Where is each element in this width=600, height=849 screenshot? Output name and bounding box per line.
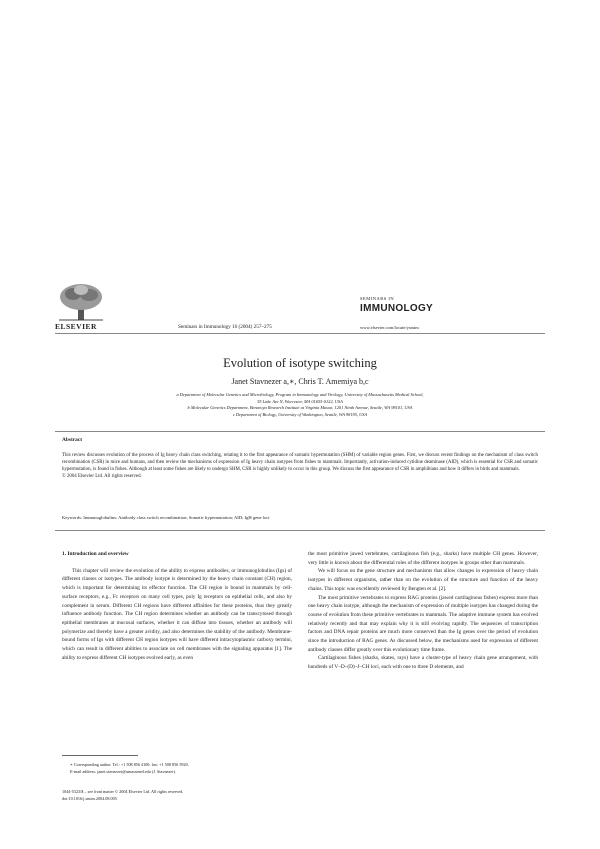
abstract-body: This review discusses evolution of the process of Ig heavy chain class switching, relating it to the first appearance of somatic hypermutation (SHM) of variable region genes. First, we discuss recent findings on the mechanism of class switch recombination (CSR) in mice and humans, and then review the mechanisms of expression of Ig heavy chain isotypes from fishes to mammals. Importantly, activation-induced cytidine deaminase (AID), which is essential for CSR and somatic hypermutation, is found in fishes. Although at least some fishes are likely to undergo SHM, CSR is highly unlikely to occur in this group. We discuss the first appearance of CSR in amphibians and how it differs in birds and mammals. <box>62 453 538 473</box>
journal-brand-title: IMMUNOLOGY <box>360 303 433 314</box>
affiliation-line: 55 Lake Ave N, Worcester, MA 01655-0122, USA <box>257 398 343 404</box>
journal-citation: Seminars in Immunology 16 (2004) 257–275 <box>178 324 272 330</box>
header-rule <box>55 333 545 334</box>
abstract-bottom-rule <box>55 530 545 531</box>
publisher-name: ELSEVIER <box>55 322 97 331</box>
article-title: Evolution of isotype switching <box>223 356 377 370</box>
keywords: Keywords: Immunoglobulins; Antibody class switch recombination; Somatic hypermutation; AID; IgH gene loci <box>62 515 270 520</box>
body-paragraph: The most primitive vertebrates to express RAG proteins (jawed cartilaginous fishes) express more than one heavy chain isotype, although the mechanism of expression of multiple isotypes has changed during the course of evolution from these primitive vertebrates to mammals. The adaptive immune system has evolved relatively recently and that may explain why it is still evolving rapidly. The sequences of transcription factors and DNA repair proteins are much more conserved than the Ig genes over the period of evolution since the introduction of RAG genes. As discussed below, the mechanisms used for expression of different antibody classes differ greatly over this evolutionary time frame. <box>308 594 538 653</box>
body-paragraph: the most primitive jawed vertebrates, cartilaginous fish (e.g., sharks) have multiple CH genes. However, very little is known about the differential roles of the different isotypes in groups other than mammals. <box>308 551 538 566</box>
author-affiliations <box>0 392 600 418</box>
front-matter <box>62 789 302 802</box>
body-paragraph: Cartilaginous fishes (sharks, skates, rays) have a cluster-type of heavy chain gene arrangement, with hundreds of V–D–(D)–J–CH loci, each with one to three D elements, and <box>308 655 538 671</box>
affiliation-line: a Department of Molecular Genetics and Microbiology, Program in Immunology and Virology, University of Massachusetts Medical School, <box>176 392 424 397</box>
journal-brand-top: SEMINARS IN <box>360 296 395 301</box>
email-note[interactable]: E-mail address: janet.stavnezer@umassmed.edu (J. Stavnezer). <box>70 768 176 774</box>
section-heading: 1. Introduction and overview <box>62 551 129 557</box>
abstract-copyright: © 2004 Elsevier Ltd. All rights reserved. <box>62 474 142 480</box>
journal-url[interactable]: www.elsevier.com/locate/ysmim <box>360 325 419 330</box>
right-column <box>308 550 538 672</box>
footnote-rule <box>62 755 138 756</box>
abstract-top-rule <box>55 431 545 432</box>
doi-line[interactable]: doi:10.1016/j.smim.2004.08.005 <box>62 795 117 801</box>
corresponding-author-note: ∗ Corresponding author. Tel.: +1 508 856 4100; fax: +1 508 856 5920. <box>70 762 189 767</box>
left-column <box>62 550 292 662</box>
affiliation-line: c Department of Biology, University of Washington, Seattle, WA 98195, USA <box>232 411 368 417</box>
abstract-text <box>62 452 538 480</box>
elsevier-tree-logo <box>56 282 106 322</box>
affiliation-line: b Molecular Genetics Department, Benaroya Research Institute at Virginia Mason, 1201 Ninth Avenue, Seattle, WA 98101, USA <box>187 405 413 411</box>
issn-line: 1044-5323/$ – see front matter © 2004 Elsevier Ltd. All rights reserved. <box>62 789 184 794</box>
body-paragraph: This chapter will review the evolution of the ability to express antibodies, or immunoglobulins (Igs) of different classes or isotypes. The antibody isotype is determined by the heavy chain constant (CH) region, which is important for determining its effector function. The CH region is bound in mammals by cell-surface receptors, e.g., Fc receptors on many cell types, poly Ig receptors on epithelial cells, and also by complement in serum. Different CH regions have different affinities for these proteins, thus they greatly influence antibody function. The CH region determines whether an antibody can be transcytosed through epithelial membranes at mucosal surfaces, whether it can diffuse into tissues, whether an antibody will polymerize and thereby have a greater avidity, and also determines the stability of the antibody. Membrane-bound forms of Igs with different CH region isotypes will have different intracytoplasmic carboxy termini, which can result in different abilities to associate on cell membranes with the signaling apparatus [1]. The ability to express different CH isotypes evolved early, as even <box>62 567 292 661</box>
article-authors: Janet Stavnezer a,∗, Chris T. Amemiya b,c <box>231 377 369 386</box>
body-paragraph: We will focus on the gene structure and mechanisms that allow changes in expression of heavy chain isotypes in different organisms, rather than on the evolution of the structure and function of the heavy chains. This topic was excellently reviewed by Bengten et al. [2]. <box>308 568 538 592</box>
abstract-heading: Abstract <box>62 437 83 443</box>
footnotes <box>62 762 292 775</box>
